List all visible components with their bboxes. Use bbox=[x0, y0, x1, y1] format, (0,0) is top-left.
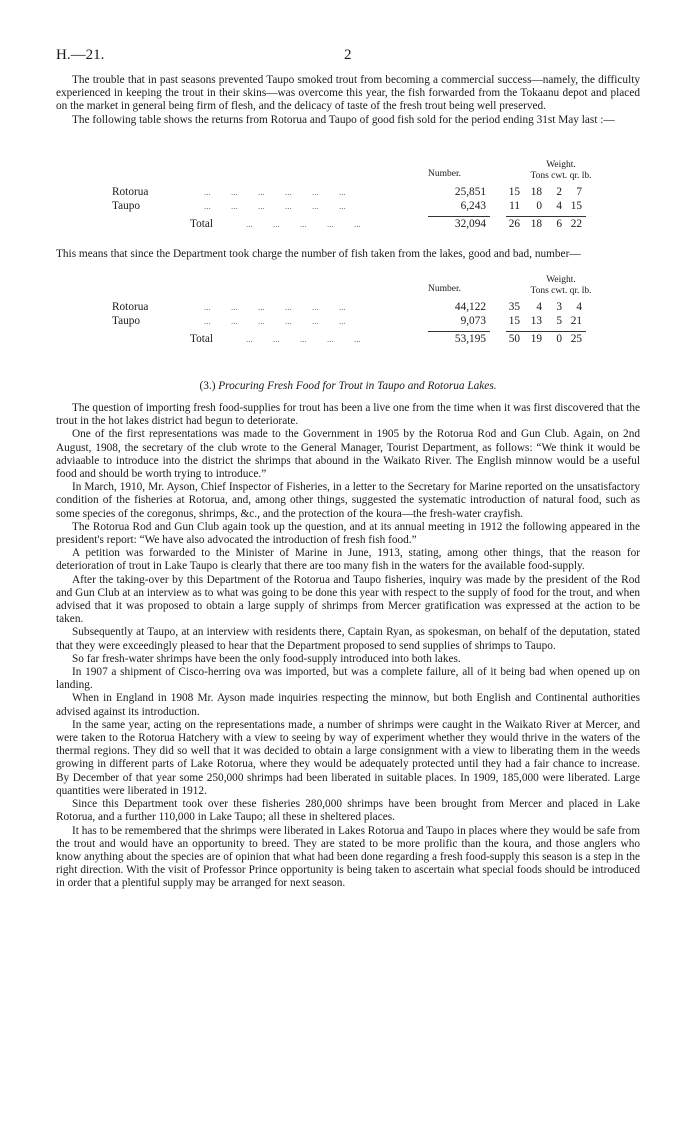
body-paragraph: Since this Department took over these fisheries 280,000 shrimps have been brought from Mercer and placed in Lake Rotorua, and a further 110,000 in Lake Taupo; all these in sheltered places. bbox=[56, 798, 640, 824]
row-tons: 11 bbox=[509, 200, 520, 212]
page-number: 2 bbox=[344, 47, 352, 63]
body-paragraph: After the taking-over by this Department of the Rotorua and Taupo fisheries, inquiry was made by the president of the Rod and Gun Club at an interview as to what was going to be done this year with respect to the supply of food for the trout, and when advised that it was proposed to obtain a large supply of shrimps from Mercer gratification was expressed at the action to be taken. bbox=[56, 573, 640, 626]
row-number: 44,122 bbox=[454, 301, 486, 313]
total-lb: 25 bbox=[570, 333, 582, 345]
body-paragraph: A petition was forwarded to the Minister of Marine in June, 1913, stating, among other things, that the reason for deterioration of trout in Lake Taupo is clearly that there are too many fish in the waters for the available food-supply. bbox=[56, 547, 640, 573]
table-header bbox=[56, 160, 640, 186]
table-row bbox=[56, 186, 640, 200]
row-lb: 21 bbox=[570, 315, 582, 327]
row-number: 9,073 bbox=[460, 315, 486, 327]
row-name: Taupo bbox=[112, 200, 141, 212]
section-number: (3.) bbox=[199, 380, 216, 392]
row-tons: 35 bbox=[508, 301, 520, 313]
number-column-header: Number. bbox=[428, 284, 461, 294]
total-qr: 0 bbox=[556, 333, 562, 345]
leader-dots: ... ... ... ... ... ... bbox=[204, 302, 346, 312]
weight-column-header bbox=[506, 275, 616, 297]
row-lb: 15 bbox=[570, 200, 582, 212]
weight-units-label: Tons cwt. qr. lb. bbox=[530, 286, 592, 296]
returns-table bbox=[56, 160, 640, 232]
middle-paragraph: This means that since the Department took charge the number of fish taken from the lakes, good and bad, number— bbox=[56, 248, 581, 260]
intro-paragraph-1: The trouble that in past seasons prevented Taupo smoked trout from becoming a commercial success—namely, the difficulty experienced in keeping the trout in their skins—was overcome this year, the fish forwarded from the Tokaanu depot and placed on the market in general being firm of flesh, and the delicacy of taste of the fresh trout being well preserved. bbox=[56, 74, 640, 113]
middle-block bbox=[56, 248, 640, 261]
total-lb: 22 bbox=[570, 218, 582, 230]
total-tons: 50 bbox=[508, 333, 520, 345]
section-body bbox=[56, 402, 640, 891]
total-cwt: 18 bbox=[530, 218, 542, 230]
table-row bbox=[56, 315, 640, 329]
total-tons: 26 bbox=[508, 218, 520, 230]
total-number: 53,195 bbox=[454, 333, 486, 345]
row-cwt: 18 bbox=[530, 186, 542, 198]
leader-dots: ... ... ... ... ... bbox=[246, 334, 361, 344]
body-paragraph: The Rotorua Rod and Gun Club again took up the question, and at its annual meeting in 1912 the following appeared in the president's report: “We have also advocated the introduction of fresh fish food.” bbox=[56, 520, 640, 547]
total-qr: 6 bbox=[556, 218, 562, 230]
body-paragraph: It has to be remembered that the shrimps were liberated in Lakes Rotorua and Taupo in places where they would be safe from the trout and would have an opportunity to breed. They are stated to be more prolific than the koura, and those anglers who know anything about the species are of opinion that what had been done regarding a fresh food-supply this season is a step in the right direction. With the visit of Professor Prince opportunity is being taken to ascertain what special foods should be introduced in order that a plentiful supply may be arranged for next season. bbox=[56, 824, 640, 890]
section-heading bbox=[56, 380, 640, 392]
row-cwt: 13 bbox=[530, 315, 542, 327]
row-number: 6,243 bbox=[460, 200, 486, 212]
row-cwt: 0 bbox=[536, 200, 542, 212]
row-name: Rotorua bbox=[112, 301, 149, 313]
body-paragraph: In 1907 a shipment of Cisco-herring ova was imported, but was a complete failure, all of it being bad when opened up on landing. bbox=[56, 666, 640, 692]
intro-paragraph-2: The following table shows the returns from Rotorua and Taupo of good fish sold for the period ending 31st May last :— bbox=[72, 113, 615, 126]
body-paragraph: In March, 1910, Mr. Ayson, Chief Inspector of Fisheries, in a letter to the Secretary for Marine reported on the unsatisfactory condition of the fisheries at Rotorua, and, among other things, suggested the systematic introduction of natural food, such as some species of the coregonus, shrimps, &c., and the protection of the koura—the fresh-water crayfish. bbox=[56, 481, 640, 520]
weight-units-label: Tons cwt. qr. lb. bbox=[530, 171, 592, 181]
row-qr: 3 bbox=[556, 301, 562, 313]
row-qr: 4 bbox=[556, 200, 562, 212]
leader-dots: ... ... ... ... ... ... bbox=[204, 201, 346, 211]
table-header bbox=[56, 275, 640, 301]
leader-dots: ... ... ... ... ... ... bbox=[204, 187, 346, 197]
weight-header-label: Weight. bbox=[546, 275, 576, 285]
total-cwt: 19 bbox=[530, 333, 542, 345]
total-label: Total bbox=[190, 333, 214, 345]
table-row bbox=[56, 200, 640, 214]
table-row bbox=[56, 301, 640, 315]
total-number: 32,094 bbox=[454, 218, 486, 230]
body-paragraph: Subsequently at Taupo, at an interview with residents there, Captain Ryan, as spokesman, on behalf of the deputation, stated that they were exceedingly pleased to hear that the Department proposed to send supplies of shrimps to Taupo. bbox=[56, 626, 640, 652]
row-name: Rotorua bbox=[112, 186, 149, 198]
table-total-row bbox=[56, 333, 640, 347]
row-lb: 4 bbox=[576, 301, 582, 313]
row-tons: 15 bbox=[508, 186, 520, 198]
row-qr: 2 bbox=[556, 186, 562, 198]
body-paragraph: One of the first representations was made to the Government in 1905 by the Rotorua Rod and Gun Club. Again, on 2nd August, 1908, the secretary of the club wrote to the General Manager, Tourist Department, as follows: “We think it would be adviaable to introduce into the district the shrimps that abound in the Waikato River. The English minnow would be a useful food and should be worth trying to introduce.” bbox=[56, 428, 640, 481]
table-total-row bbox=[56, 218, 640, 232]
leader-dots: ... ... ... ... ... bbox=[246, 219, 361, 229]
row-qr: 5 bbox=[556, 315, 562, 327]
report-code: H.—21. bbox=[56, 47, 105, 63]
body-paragraph: In the same year, acting on the representations made, a number of shrimps were caught in the Waikato River at Mercer, and were taken to the Rotorua Hatchery with a view to seeing by way of experiment whether they would thrive in the waters of the thermal regions. They did so well that it was decided to obtain a large consignment with a view to liberating them in the weeds growing in different parts of Lake Rotorua, where they would be adequately protected until they had a fair chance to increase. By December of that year some 250,000 shrimps had been liberated in suitable places. In 1909, 185,000 were liberated. Large quantities were liberated in 1912. bbox=[56, 718, 640, 797]
section-title: Procuring Fresh Food for Trout in Taupo and Rotorua Lakes. bbox=[218, 380, 497, 392]
intro-block bbox=[56, 74, 640, 127]
row-name: Taupo bbox=[112, 315, 141, 327]
weight-header-label: Weight. bbox=[546, 160, 576, 170]
leader-dots: ... ... ... ... ... ... bbox=[204, 316, 346, 326]
weight-column-header bbox=[506, 160, 616, 182]
row-cwt: 4 bbox=[536, 301, 542, 313]
number-column-header: Number. bbox=[428, 169, 461, 179]
totals-table bbox=[56, 275, 640, 347]
body-paragraph: The question of importing fresh food-supplies for trout has been a live one from the time when it was first discovered that the trout in the hot lakes district had begun to deteriorate. bbox=[56, 402, 640, 428]
row-tons: 15 bbox=[508, 315, 520, 327]
row-lb: 7 bbox=[576, 186, 582, 198]
total-label: Total bbox=[190, 218, 214, 230]
body-paragraph: When in England in 1908 Mr. Ayson made inquiries respecting the minnow, but both English and Continental authorities advised against its introduction. bbox=[56, 692, 640, 718]
body-paragraph: So far fresh-water shrimps have been the only food-supply introduced into both lakes. bbox=[72, 652, 461, 665]
row-number: 25,851 bbox=[454, 186, 486, 198]
